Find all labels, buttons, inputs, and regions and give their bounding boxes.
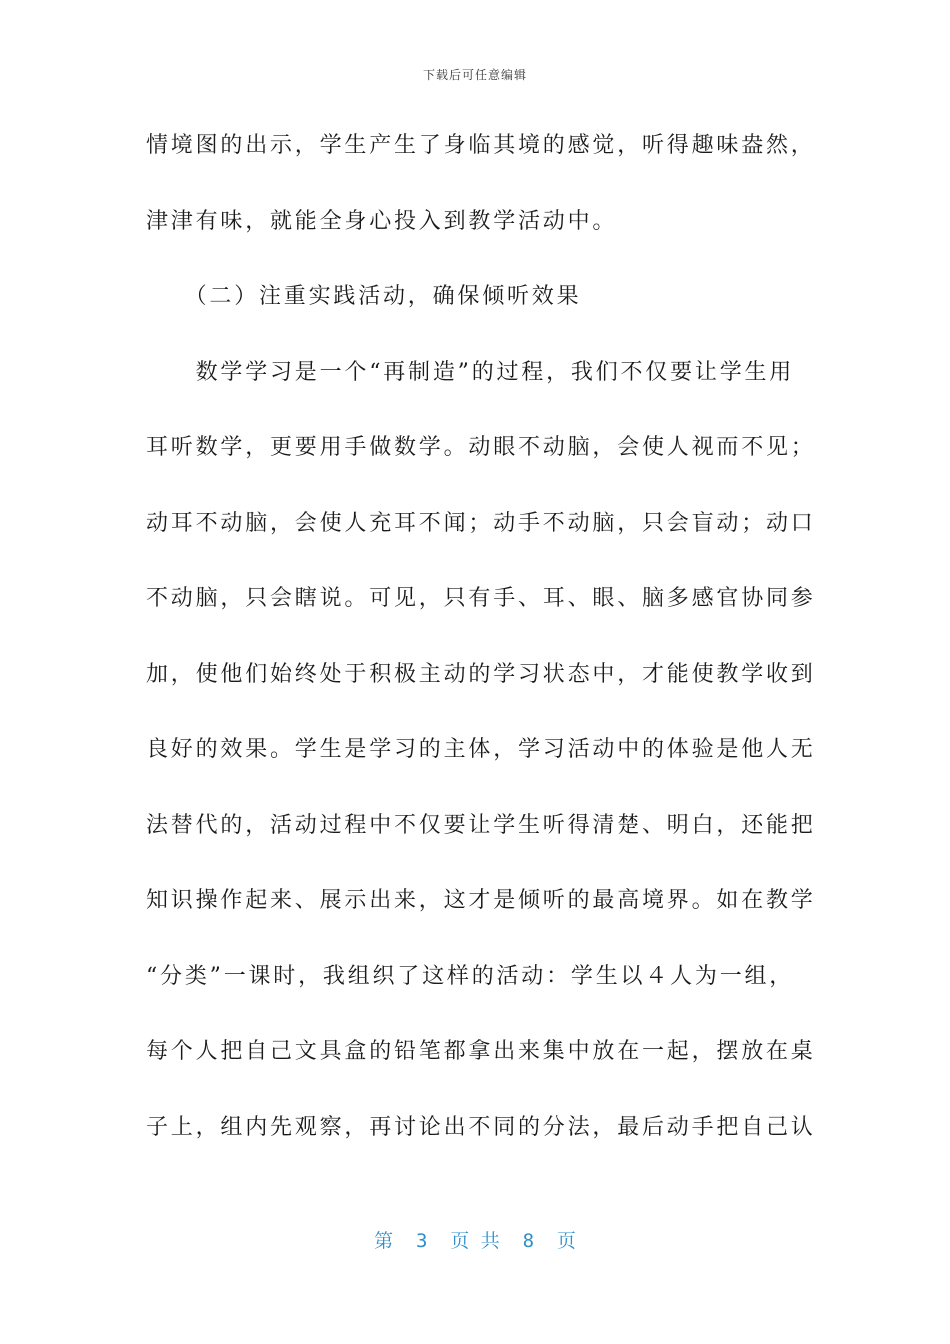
body-line: 良好的效果。学生是学习的主体，学习活动中的体验是他人无 — [146, 737, 816, 762]
page-number: 第 3 页 共 8 页 — [374, 1230, 576, 1252]
page-header-note: 下载后可任意编辑 — [422, 68, 527, 82]
body-line: 情境图的出示，学生产生了身临其境的感觉，听得趣味盎然， — [146, 133, 816, 158]
body-line: 加，使他们始终处于积极主动的学习状态中，才能使教学收到 — [146, 661, 816, 687]
body-line: 知识操作起来、展示出来，这才是倾听的最高境界。如在教学 — [146, 888, 816, 913]
body-line: 动耳不动脑，会使人充耳不闻；动手不动脑，只会盲动；动口 — [146, 510, 816, 536]
body-line: 每个人把自己文具盒的铅笔都拿出来集中放在一起，摆放在桌 — [146, 1039, 816, 1064]
body-line: 子上，组内先观察，再讨论出不同的分法，最后动手把自己认 — [146, 1114, 816, 1140]
body-line: 津津有味，就能全身心投入到教学活动中。 — [146, 208, 618, 234]
body-line: 不动脑，只会瞎说。可见，只有手、耳、眼、脑多感官协同参 — [146, 586, 816, 611]
body-line: 耳听数学，更要用手做数学。动眼不动脑，会使人视而不见； — [146, 435, 816, 460]
section-heading: （二）注重实践活动，确保倾听效果 — [146, 284, 582, 309]
document-body — [146, 124, 816, 1181]
body-line: 数学学习是一个“再制造”的过程，我们不仅要让学生用 — [146, 359, 795, 385]
body-line: “分类”一课时，我组织了这样的活动：学生以４人为一组， — [146, 963, 795, 989]
body-line: 法替代的，活动过程中不仅要让学生听得清楚、明白，还能把 — [146, 812, 816, 838]
